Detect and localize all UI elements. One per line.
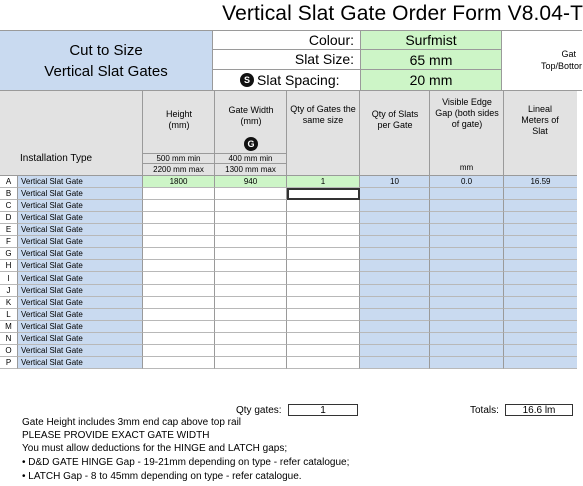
row-slats-cell <box>360 333 430 345</box>
row-slats-cell <box>360 345 430 357</box>
row-installation-type[interactable]: Vertical Slat Gate <box>18 297 143 309</box>
row-installation-type[interactable]: Vertical Slat Gate <box>18 176 143 188</box>
installation-type-header-text: Installation Type <box>20 153 93 164</box>
note-line-2: PLEASE PROVIDE EXACT GATE WIDTH <box>22 430 210 441</box>
slat-spacing-label-cell <box>213 70 361 91</box>
row-slats-cell <box>360 188 430 200</box>
row-slats-cell <box>360 212 430 224</box>
slat-size-label: Slat Size: <box>213 50 361 70</box>
row-slats-cell: 10 <box>360 176 430 188</box>
row-height-cell[interactable] <box>143 333 215 345</box>
row-letter: C <box>0 200 18 212</box>
row-letter: H <box>0 260 18 272</box>
form-title <box>0 0 583 30</box>
colour-value[interactable]: Surfmist <box>361 30 502 50</box>
row-letter: G <box>0 248 18 260</box>
edge-gap-unit: mm <box>459 163 474 172</box>
row-installation-type[interactable]: Vertical Slat Gate <box>18 272 143 285</box>
row-installation-type[interactable]: Vertical Slat Gate <box>18 321 143 333</box>
row-width-cell[interactable] <box>215 272 287 285</box>
row-qty-cell[interactable] <box>287 297 360 309</box>
row-lineal-cell <box>504 272 577 285</box>
row-letter: F <box>0 236 18 248</box>
row-slats-cell <box>360 297 430 309</box>
totals-label: Totals: <box>470 405 499 416</box>
row-lineal-cell <box>504 248 577 260</box>
row-gap-cell <box>430 248 504 260</box>
row-width-cell[interactable] <box>215 260 287 272</box>
row-letter: I <box>0 272 18 285</box>
row-installation-type[interactable]: Vertical Slat Gate <box>18 236 143 248</box>
row-qty-cell[interactable] <box>287 309 360 321</box>
row-lineal-cell <box>504 297 577 309</box>
row-width-cell[interactable] <box>215 188 287 200</box>
product-line-1: Cut to Size <box>69 41 143 59</box>
row-qty-cell[interactable] <box>287 333 360 345</box>
width-max: 1300 mm max <box>225 165 276 174</box>
row-letter: M <box>0 321 18 333</box>
row-letter: L <box>0 309 18 321</box>
row-installation-type[interactable]: Vertical Slat Gate <box>18 260 143 272</box>
row-qty-cell-selected[interactable] <box>287 188 360 200</box>
slat-spacing-value[interactable]: 20 mm <box>361 70 502 91</box>
row-lineal-cell <box>504 309 577 321</box>
slat-spacing-label: Slat Spacing: <box>257 72 340 88</box>
row-height-cell[interactable] <box>143 345 215 357</box>
row-width-cell[interactable] <box>215 321 287 333</box>
row-qty-cell[interactable] <box>287 212 360 224</box>
row-height-cell[interactable] <box>143 321 215 333</box>
row-lineal-cell <box>504 357 577 369</box>
width-min: 400 mm min <box>215 153 286 164</box>
note-line-3: You must allow deductions for the HINGE and LATCH gaps; <box>22 443 288 454</box>
row-slats-cell <box>360 260 430 272</box>
qty-gates-total-value: 1 <box>288 404 358 416</box>
row-gap-cell <box>430 309 504 321</box>
row-height-cell[interactable] <box>143 248 215 260</box>
row-gap-cell: 0.0 <box>430 176 504 188</box>
row-qty-cell[interactable] <box>287 321 360 333</box>
row-width-cell[interactable] <box>215 345 287 357</box>
row-installation-type[interactable]: Vertical Slat Gate <box>18 248 143 260</box>
row-lineal-cell <box>504 260 577 272</box>
row-lineal-cell: 16.59 <box>504 176 577 188</box>
height-header <box>143 91 215 176</box>
row-letter: O <box>0 345 18 357</box>
gate-width-badge-icon: G <box>244 137 258 151</box>
row-gap-cell <box>430 357 504 369</box>
row-lineal-cell <box>504 224 577 236</box>
row-gap-cell <box>430 321 504 333</box>
row-height-cell[interactable] <box>143 357 215 369</box>
row-gap-cell <box>430 333 504 345</box>
row-gap-cell <box>430 236 504 248</box>
row-gap-cell <box>430 272 504 285</box>
row-slats-cell <box>360 248 430 260</box>
row-lineal-cell <box>504 321 577 333</box>
row-gap-cell <box>430 297 504 309</box>
row-lineal-cell <box>504 333 577 345</box>
row-qty-cell[interactable] <box>287 285 360 297</box>
row-height-cell[interactable] <box>143 260 215 272</box>
row-gap-cell <box>430 345 504 357</box>
row-lineal-cell <box>504 188 577 200</box>
row-gap-cell <box>430 200 504 212</box>
row-width-cell[interactable] <box>215 309 287 321</box>
row-height-cell[interactable] <box>143 285 215 297</box>
row-installation-type[interactable]: Vertical Slat Gate <box>18 224 143 236</box>
row-slats-cell <box>360 236 430 248</box>
row-letter: E <box>0 224 18 236</box>
row-gap-cell <box>430 285 504 297</box>
qty-slats-header-text: Qty of Slats per Gate <box>371 109 419 130</box>
row-width-cell[interactable] <box>215 200 287 212</box>
row-installation-type[interactable]: Vertical Slat Gate <box>18 357 143 369</box>
row-height-cell[interactable] <box>143 309 215 321</box>
row-lineal-cell <box>504 200 577 212</box>
edge-gap-header <box>430 91 504 176</box>
row-gap-cell <box>430 188 504 200</box>
right-header-line-2: Top/Bottor <box>540 61 582 71</box>
row-installation-type[interactable]: Vertical Slat Gate <box>18 212 143 224</box>
form-title-text: Vertical Slat Gate Order Form V8.04-T <box>222 2 583 25</box>
row-qty-cell[interactable] <box>287 357 360 369</box>
row-height-cell[interactable]: 1800 <box>143 176 215 188</box>
row-height-cell[interactable] <box>143 188 215 200</box>
row-qty-cell[interactable] <box>287 224 360 236</box>
row-letter: J <box>0 285 18 297</box>
height-header-text: Height (mm) <box>165 109 192 130</box>
row-slats-cell <box>360 309 430 321</box>
installation-type-header <box>0 91 143 176</box>
edge-gap-header-text: Visible Edge Gap (both sides of gate) <box>435 97 499 129</box>
qty-slats-header <box>360 91 430 176</box>
product-name-cell <box>0 30 213 91</box>
row-installation-type[interactable]: Vertical Slat Gate <box>18 333 143 345</box>
row-slats-cell <box>360 272 430 285</box>
row-letter: D <box>0 212 18 224</box>
gate-width-header-text: Gate Width (mm) <box>228 105 274 126</box>
note-line-5: • LATCH Gap - 8 to 45mm depending on type - refer catalogue. <box>22 471 302 482</box>
row-installation-type[interactable]: Vertical Slat Gate <box>18 309 143 321</box>
row-width-cell[interactable] <box>215 248 287 260</box>
product-line-2: Vertical Slat Gates <box>44 62 168 80</box>
row-qty-cell[interactable] <box>287 200 360 212</box>
row-width-cell[interactable] <box>215 236 287 248</box>
row-width-cell[interactable] <box>215 333 287 345</box>
row-installation-type[interactable]: Vertical Slat Gate <box>18 345 143 357</box>
right-header-cell <box>502 30 582 91</box>
row-letter: K <box>0 297 18 309</box>
row-letter: P <box>0 357 18 369</box>
row-lineal-cell <box>504 345 577 357</box>
qty-gates-header-text: Qty of Gates the same size <box>290 104 356 125</box>
slat-size-value[interactable]: 65 mm <box>361 50 502 70</box>
row-letter: A <box>0 176 18 188</box>
colour-label: Colour: <box>213 30 361 50</box>
row-width-cell[interactable] <box>215 212 287 224</box>
qty-gates-header <box>287 91 360 176</box>
row-lineal-cell <box>504 285 577 297</box>
row-lineal-cell <box>504 212 577 224</box>
row-width-cell[interactable] <box>215 357 287 369</box>
row-qty-cell[interactable] <box>287 248 360 260</box>
height-min: 500 mm min <box>143 153 214 164</box>
row-qty-cell[interactable] <box>287 272 360 285</box>
row-slats-cell <box>360 285 430 297</box>
row-height-cell[interactable] <box>143 236 215 248</box>
note-line-1: Gate Height includes 3mm end cap above top rail <box>22 417 242 428</box>
row-height-cell[interactable] <box>143 224 215 236</box>
row-height-cell[interactable] <box>143 272 215 285</box>
qty-gates-total-label: Qty gates: <box>236 405 282 416</box>
gate-width-header <box>215 91 287 176</box>
row-slats-cell <box>360 321 430 333</box>
row-qty-cell[interactable] <box>287 260 360 272</box>
row-letter: B <box>0 188 18 200</box>
row-installation-type[interactable]: Vertical Slat Gate <box>18 200 143 212</box>
row-qty-cell[interactable]: 1 <box>287 176 360 188</box>
row-installation-type[interactable]: Vertical Slat Gate <box>18 285 143 297</box>
lineal-header <box>504 91 577 176</box>
row-width-cell[interactable] <box>215 285 287 297</box>
row-qty-cell[interactable] <box>287 345 360 357</box>
row-qty-cell[interactable] <box>287 236 360 248</box>
row-gap-cell <box>430 224 504 236</box>
row-slats-cell <box>360 224 430 236</box>
row-lineal-cell <box>504 236 577 248</box>
row-height-cell[interactable] <box>143 200 215 212</box>
row-letter: N <box>0 333 18 345</box>
right-header-line-1: Gat <box>561 49 576 59</box>
slat-spacing-badge-icon: S <box>240 73 254 87</box>
height-max: 2200 mm max <box>153 165 204 174</box>
totals-value: 16.6 lm <box>505 404 573 416</box>
row-width-cell[interactable] <box>215 224 287 236</box>
row-slats-cell <box>360 200 430 212</box>
note-line-4: • D&D GATE HINGE Gap - 19-21mm depending on type - refer catalogue; <box>22 457 350 468</box>
row-height-cell[interactable] <box>143 297 215 309</box>
row-slats-cell <box>360 357 430 369</box>
row-height-cell[interactable] <box>143 212 215 224</box>
row-installation-type[interactable]: Vertical Slat Gate <box>18 188 143 200</box>
row-width-cell[interactable] <box>215 297 287 309</box>
row-gap-cell <box>430 212 504 224</box>
row-gap-cell <box>430 260 504 272</box>
lineal-header-text: Lineal Meters of Slat <box>521 104 559 136</box>
row-width-cell[interactable]: 940 <box>215 176 287 188</box>
